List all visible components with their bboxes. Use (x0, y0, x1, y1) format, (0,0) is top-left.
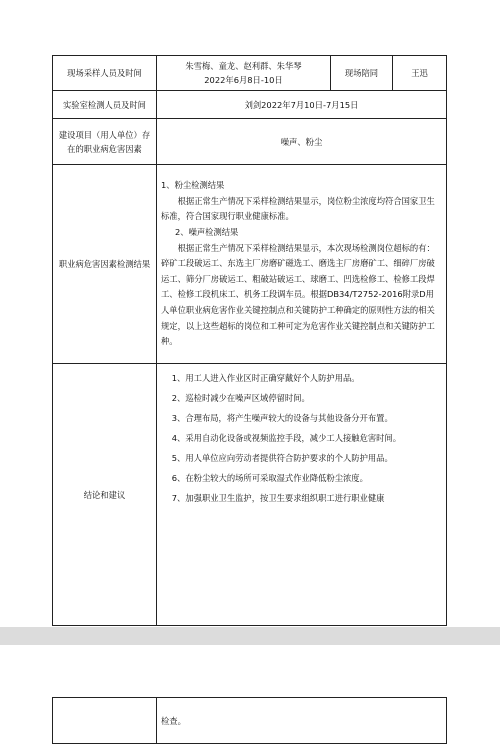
document-page-2 (0, 645, 500, 750)
conclusion-label: 结论和建议 (53, 364, 157, 626)
continued-text: 检查。 (157, 698, 447, 744)
recommendation-item: 4、采用自动化设备或视频监控手段，减少工人接触危害时间。 (171, 433, 402, 443)
escort-name: 王迅 (393, 56, 447, 91)
sampling-dates: 2022年6月8日-10日 (204, 75, 283, 85)
continued-table (52, 697, 447, 744)
recommendation-item: 3、合理布局，将产生噪声较大的设备与其他设备分开布置。 (171, 413, 393, 423)
lab-value: 刘剑2022年7月10日-7月15日 (157, 91, 447, 119)
continued-label-cell (53, 698, 157, 744)
recommendation-item: 2、巡检时减少在噪声区域停留时间。 (171, 393, 310, 403)
recommendation-item: 1、用工人进入作业区时正确穿戴好个人防护用品。 (171, 373, 360, 383)
project-label: 建设项目（用人单位）存在的职业病危害因素 (53, 119, 157, 165)
lab-row (53, 91, 447, 119)
results-label: 职业病危害因素检测结果 (53, 165, 157, 364)
conclusion-content (157, 364, 447, 626)
results-content (157, 165, 447, 364)
dust-paragraph: 根据正常生产情况下采样检测结果显示，岗位粉尘浓度均符合国家卫生标准，符合国家现行职业健康标准。 (161, 195, 435, 222)
lab-label: 实验室检测人员及时间 (53, 91, 157, 119)
escort-label: 现场陪同 (331, 56, 393, 91)
recommendation-item: 6、在粉尘较大的场所可采取湿式作业降低粉尘浓度。 (171, 473, 368, 483)
project-row (53, 119, 447, 165)
sampling-people (157, 56, 331, 91)
noise-paragraph: 根据正常生产情况下采样检测结果显示，本次现场检测岗位超标的有：碎矿工段破运工、东选主厂房磨矿磁选工、磨选主厂房磨矿工、细碎厂房破运工、筛分厂房破运工、粗破站破运工、球磨工、凹选检修工、检修工段焊工、检修工段机床工、机务工段调车员。根据DB34/T2752-2016附录D用人单位职业病危害作业关键控制点和关键防护工种确定的原则性方法的相关规定，以上这些超标的岗位和工种可定为危害作业关键控制点和关键防护工种。 (161, 242, 435, 347)
sampling-label: 现场采样人员及时间 (53, 56, 157, 91)
results-row (53, 165, 447, 364)
noise-heading: 2、噪声检测结果 (175, 227, 239, 238)
dust-heading: 1、粉尘检测结果 (161, 180, 225, 191)
continued-row (53, 698, 447, 744)
page-separator (0, 627, 500, 645)
recommendation-item: 5、用人单位应向劳动者提供符合防护要求的个人防护用品。 (171, 453, 393, 463)
sampling-people-names: 朱雪梅、童龙、赵利群、朱华琴 (185, 61, 302, 71)
conclusion-row (53, 364, 447, 626)
sampling-row (53, 56, 447, 91)
recommendation-item: 7、加强职业卫生监护，按卫生要求组织职工进行职业健康 (171, 493, 385, 503)
hazard-factors: 噪声、粉尘 (157, 119, 447, 165)
report-table (52, 55, 447, 626)
